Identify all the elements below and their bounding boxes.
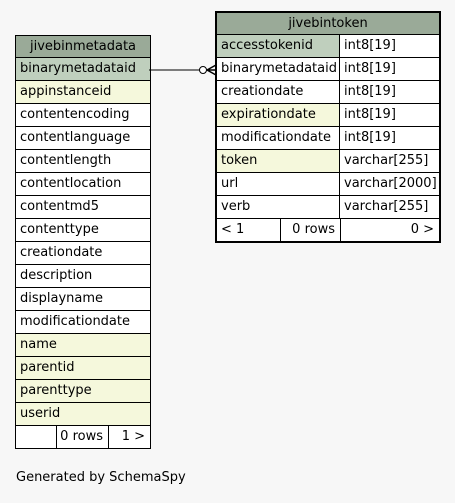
column-type: varchar[2000] <box>339 173 439 195</box>
column-name: binarymetadataid <box>221 61 337 76</box>
column-name: modificationdate <box>20 314 130 329</box>
column-name: expirationdate <box>221 107 316 122</box>
column-name: appinstanceid <box>20 84 112 99</box>
column-name: token <box>221 153 258 168</box>
column-name: parentid <box>20 360 75 375</box>
column-name: contentmd5 <box>20 199 99 214</box>
column-name: userid <box>20 406 61 421</box>
column-name: creationdate <box>20 245 103 260</box>
children-count: 0 > <box>410 222 434 237</box>
column-name: contentencoding <box>20 107 130 122</box>
children-count: 1 > <box>121 429 145 444</box>
table-title: jivebintoken <box>217 13 439 35</box>
column-name: accesstokenid <box>221 38 314 53</box>
optional-marker <box>200 67 207 74</box>
row-count: 0 rows <box>57 426 109 448</box>
column-name: contentlocation <box>20 176 122 191</box>
column-name: contenttype <box>20 222 99 237</box>
column-type: int8[19] <box>339 104 439 126</box>
column-name: url <box>221 176 239 191</box>
column-type: varchar[255] <box>339 196 439 218</box>
table-title: jivebinmetadata <box>16 36 150 58</box>
column-name: description <box>20 268 93 283</box>
column-name: modificationdate <box>221 130 331 145</box>
column-name: parenttype <box>20 383 92 398</box>
column-type: int8[19] <box>339 35 439 57</box>
column-name: creationdate <box>221 84 304 99</box>
row-count: 0 rows <box>281 219 341 241</box>
column-type: varchar[255] <box>339 150 439 172</box>
column-type: int8[19] <box>339 127 439 149</box>
column-name: contentlanguage <box>20 130 131 145</box>
column-name: verb <box>221 199 251 214</box>
crows-foot-marker <box>207 65 216 75</box>
column-type: int8[19] <box>339 81 439 103</box>
column-type: int8[19] <box>339 58 439 80</box>
column-name: binarymetadataid <box>20 61 136 76</box>
column-name: displayname <box>20 291 104 306</box>
parents-count: < 1 <box>217 219 281 241</box>
column-name: name <box>20 337 57 352</box>
generated-by-caption: Generated by SchemaSpy <box>16 470 186 485</box>
column-name: contentlength <box>20 153 112 168</box>
